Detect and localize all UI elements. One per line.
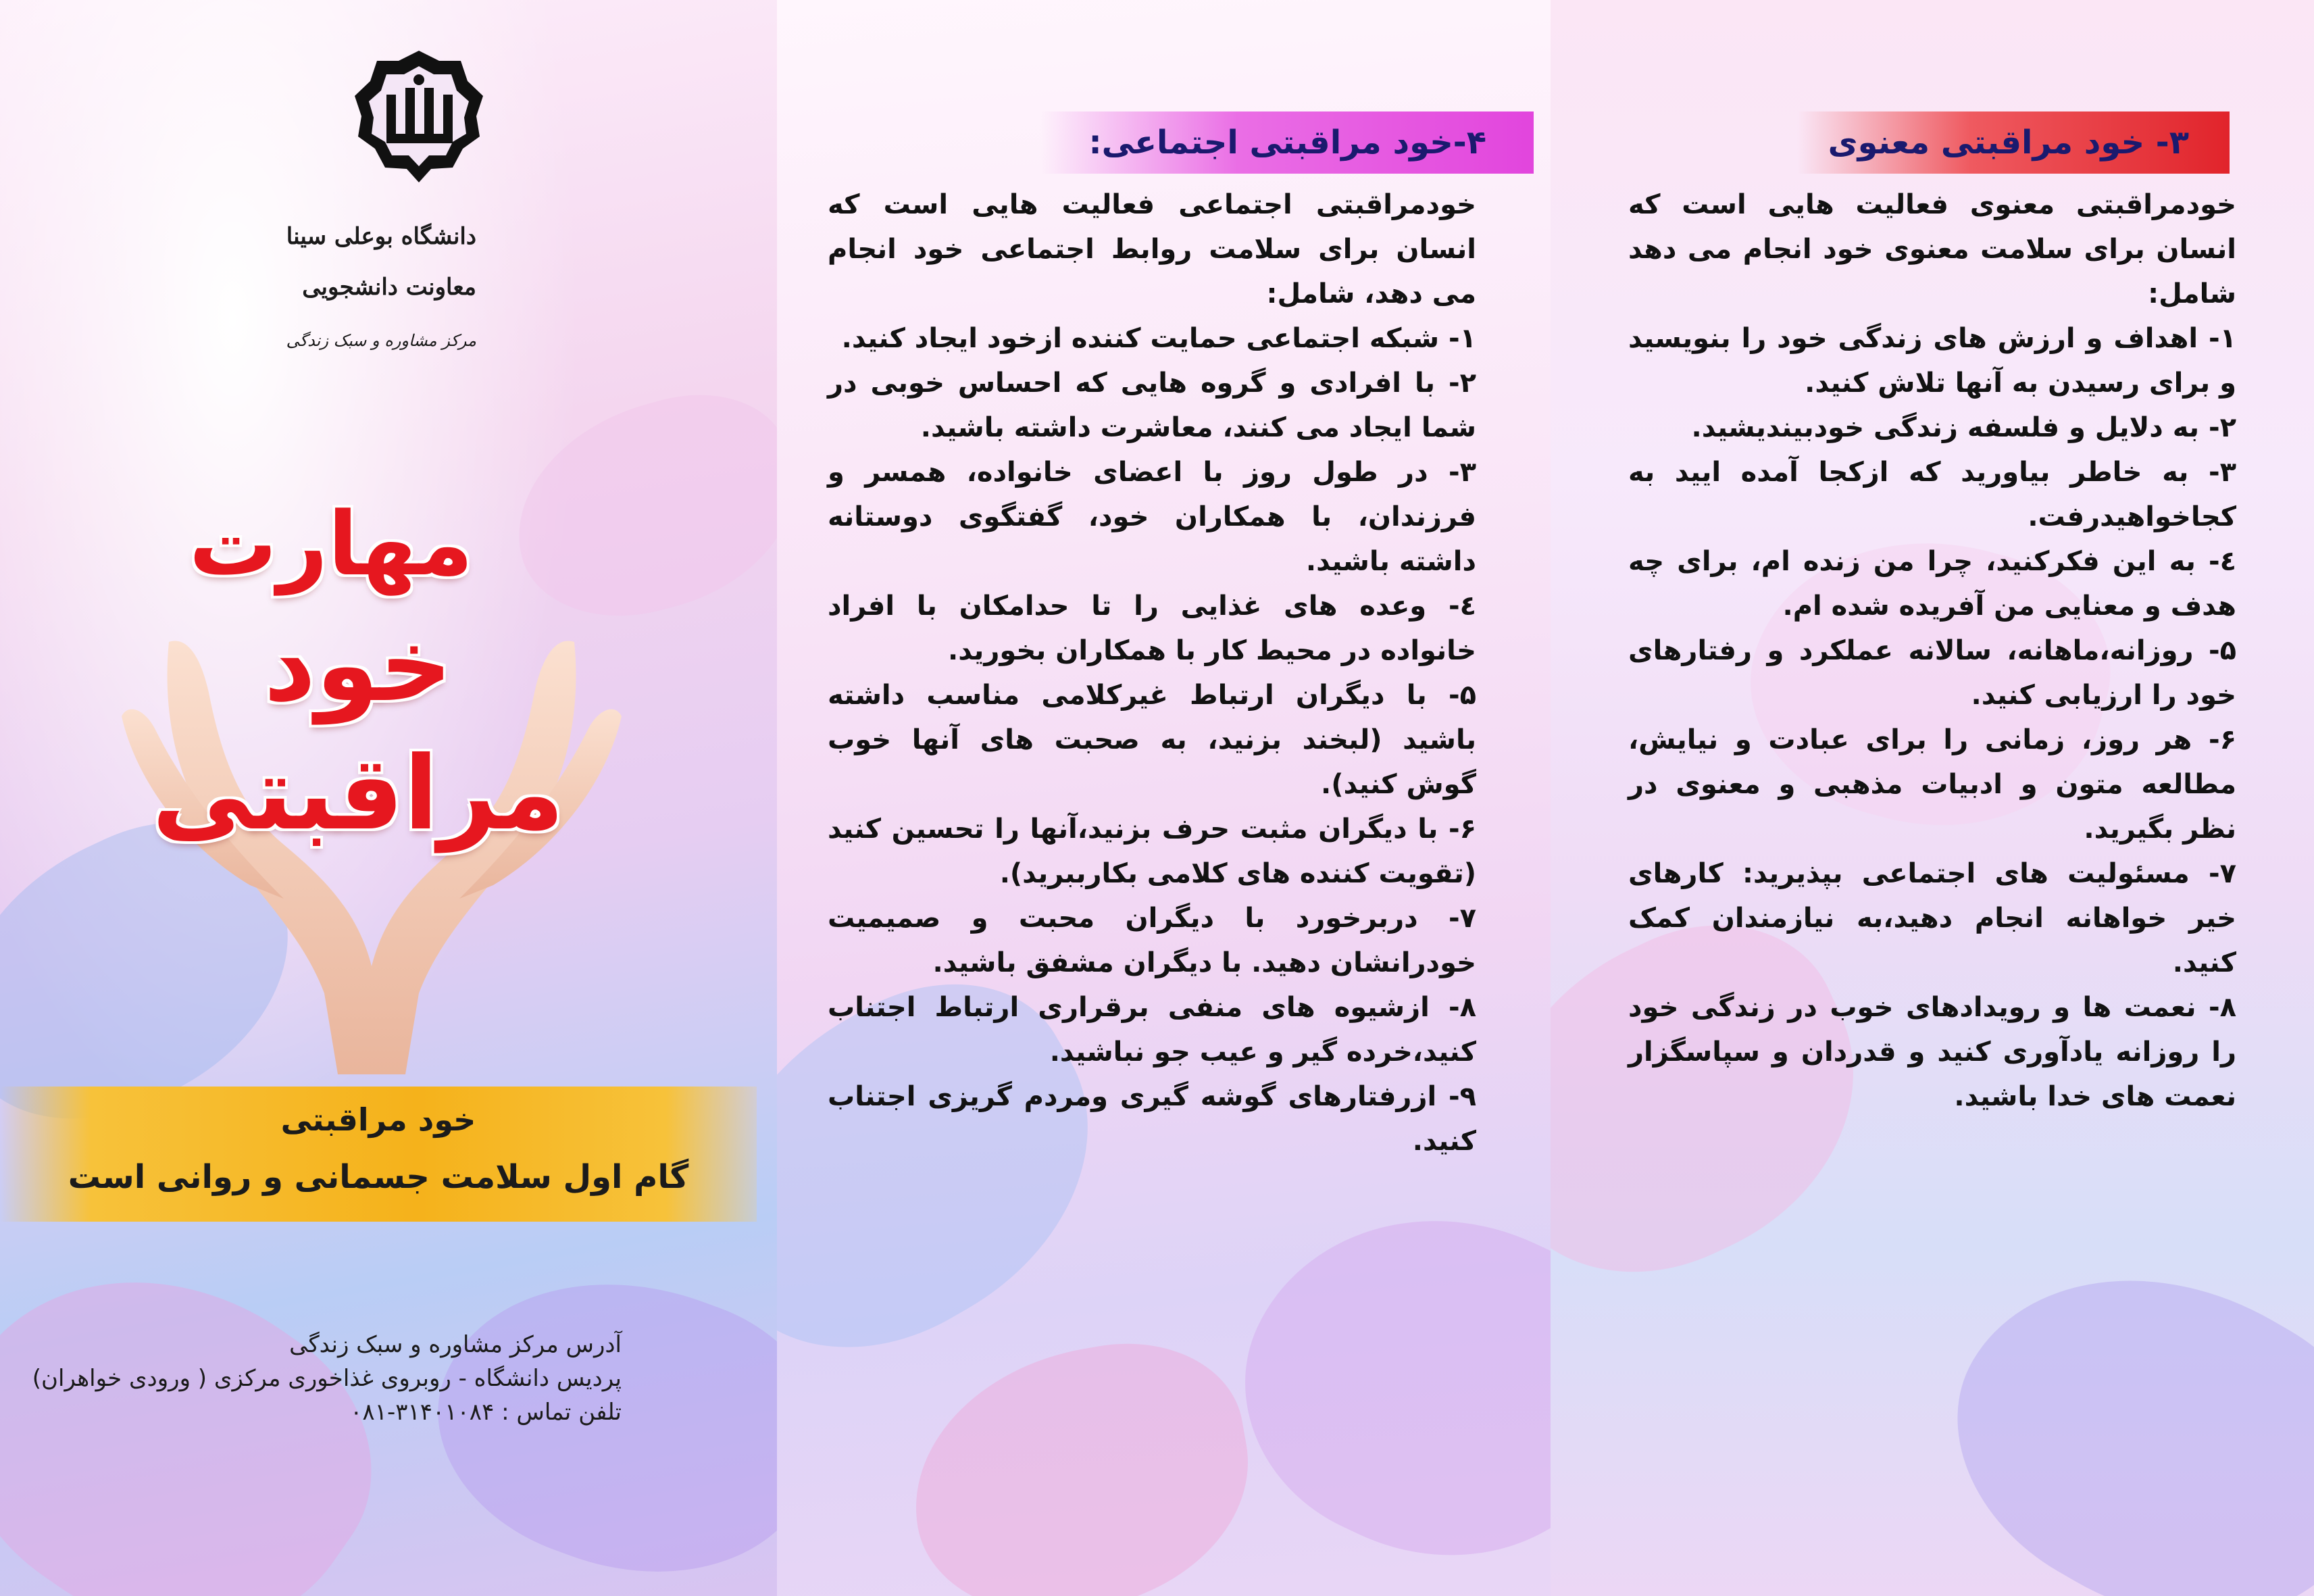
social-selfcare-heading-text: ۴-خود مراقبتی اجتماعی: [1088, 124, 1486, 161]
decorative-petal [1197, 1152, 1551, 1596]
list-item: ٤- به این فکرکنید، چرا من زنده ام، برای چه هدف و معنایی من آفریده شده ام. [1628, 546, 2236, 622]
list-item: ۳- در طول روز با اعضای خانواده، همسر و فرزندان، با همکاران خود، گفتگوی دوستانه داشته باشید. [828, 457, 1476, 577]
list-item: ۱- شبکه اجتماعی حمایت کننده ازخود ایجاد کنید. [841, 323, 1476, 354]
spiritual-selfcare-text [1628, 182, 2236, 1119]
social-selfcare-heading [1040, 111, 1534, 174]
slogan-line1: خود مراقبتی [280, 1101, 476, 1138]
address-location: پردیس دانشگاه - روبروی غذاخوری مرکزی ( ورودی خواهران) [32, 1365, 622, 1392]
list-item: ۲- با افرادی و گروه هایی که احساس خوبی در شما ایجاد می کنند، معاشرت داشته باشید. [828, 368, 1476, 443]
list-item: ۵- روزانه،ماهانه، سالانه عملکرد و رفتارهای خود را ارزیابی کنید. [1628, 635, 2236, 711]
list-item: ۳- به خاطر بیاورید که ازکجا آمده ایید به کجاخواهیدرفت. [1628, 457, 2236, 532]
paragraph: خودمراقبتی معنوی فعالیت هایی است که انسان برای سلامت معنوی خود انجام می دهد شامل: [1628, 189, 2236, 309]
cover-title-line2: خود مراقبتی [151, 607, 565, 853]
list-item: ۲- به دلایل و فلسفه زندگی خودبیندیشید. [1691, 412, 2236, 443]
list-item: ۹- ازرفتارهای گوشه گیری ومردم گریزی اجتناب کنید. [828, 1081, 1476, 1157]
university-name: دانشگاه بوعلی سینا [286, 223, 476, 250]
cover-title [81, 487, 635, 858]
cover-title-line1: مهارت [188, 493, 474, 595]
department-name: معاونت دانشجویی [302, 274, 476, 301]
list-item: ٤- وعده های غذایی را تا حدامکان با افراد خانواده در محیط کار با همکاران بخورید. [828, 591, 1476, 666]
address-block [32, 1328, 622, 1429]
list-item: ۶- هر روز، زمانی را برای عبادت و نیایش، مطالعه متون و ادبیات مذهبی و معنوی در نظر بگیرید. [1628, 724, 2236, 845]
list-item: ۸- نعمت ها و رویدادهای خوب در زندگی خود را روزانه یادآوری کنید و قدردان و سپاسگزار نعمت های خدا باشید. [1628, 992, 2236, 1112]
address-title: آدرس مرکز مشاوره و سبک زندگی [289, 1331, 622, 1358]
list-item: ۷- مسئولیت های اجتماعی بپذیرید: کارهای خیر خواهانه انجام دهید،به نیازمندان کمک کنید. [1628, 858, 2236, 978]
center-name: مرکز مشاوره و سبک زندگی [286, 331, 476, 350]
decorative-petal [892, 1324, 1269, 1596]
list-item: ۷- دربرخورد با دیگران محبت و صمیمیت خودرانشان دهید. با دیگران مشفق باشید. [828, 903, 1476, 978]
paragraph: خودمراقبتی اجتماعی فعالیت هایی است که انسان برای سلامت روابط اجتماعی خود انجام می دهد، شامل: [828, 189, 1476, 309]
cover-panel [0, 0, 777, 1596]
list-item: ۶- با دیگران مثبت حرف بزنید،آنها را تحسین کنید (تقویت کننده های کلامی بکارببرید). [828, 814, 1476, 889]
list-item: ۸- ازشیوه های منفی برقراری ارتباط اجتناب کنید،خرده گیر و عیب جو نباشید. [828, 992, 1476, 1068]
decorative-petal [1903, 1201, 2314, 1596]
spiritual-selfcare-heading [1797, 111, 2230, 174]
university-emblem-icon [351, 47, 486, 223]
list-item: ۵- با دیگران ارتباط غیرکلامی مناسب داشته باشید (لبخند بزنید، به صحبت های آنها خوب گوش کنید). [828, 680, 1476, 800]
slogan-line2: گام اول سلامت جسمانی و روانی است [68, 1158, 689, 1196]
address-phone: تلفن تماس : ۳۱۴۰۱۰۸۴-۰۸۱ [350, 1399, 622, 1426]
slogan-banner [0, 1087, 757, 1222]
social-selfcare-text [828, 182, 1476, 1164]
list-item: ۱- اهداف و ارزش های زندگی خود را بنویسید و برای رسیدن به آنها تلاش کنید. [1628, 323, 2236, 399]
spiritual-selfcare-heading-text: ۳- خود مراقبتی معنوی [1828, 124, 2189, 161]
